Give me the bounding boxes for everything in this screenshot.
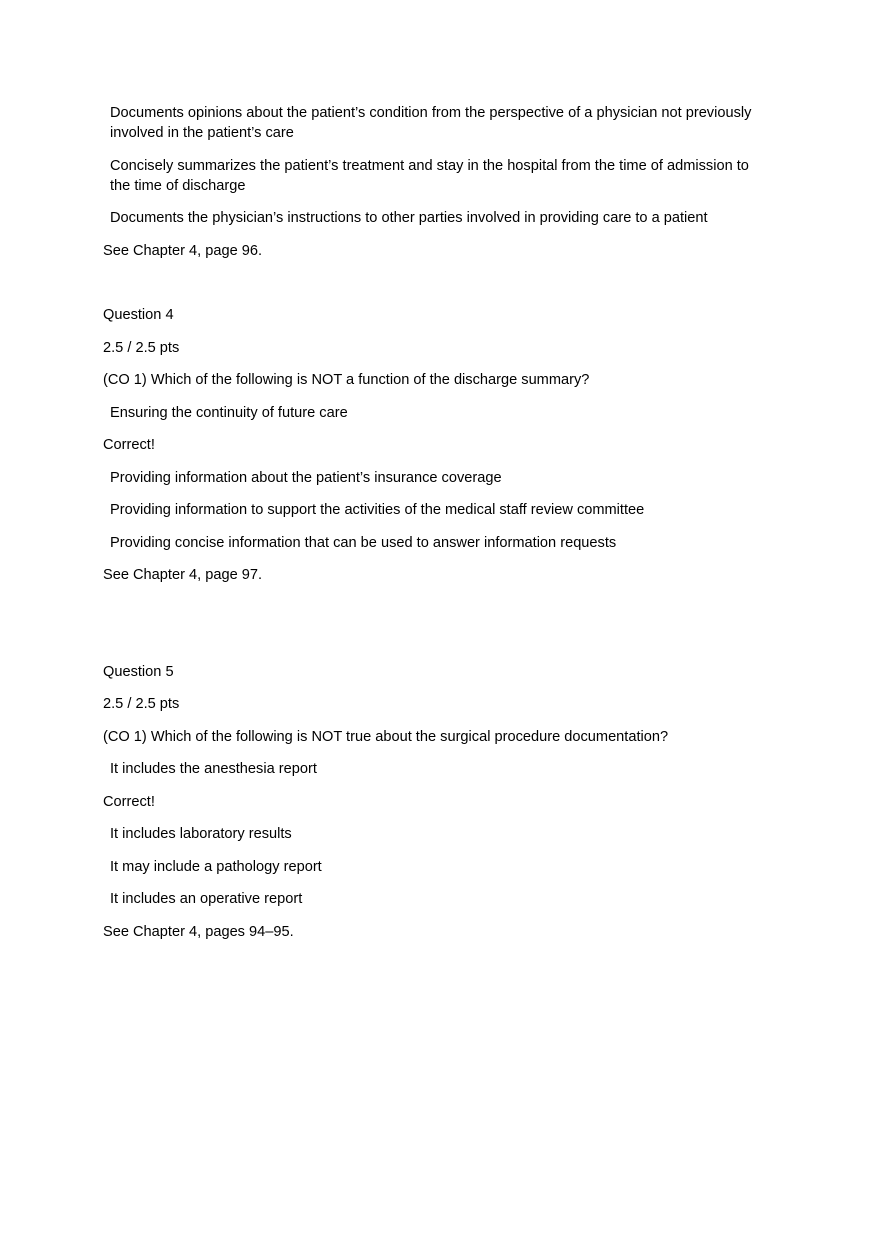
- chapter-reference: See Chapter 4, page 96.: [103, 242, 263, 259]
- answer-option: It includes laboratory results: [110, 826, 292, 842]
- answer-option: Documents opinions about the patient’s condition from the perspective of a physician not previously involved in the patient’s care: [110, 105, 752, 141]
- question-prompt: (CO 1) Which of the following is NOT a function of the discharge summary?: [103, 372, 590, 388]
- question-score: 2.5 / 2.5 pts: [103, 339, 180, 356]
- chapter-reference: See Chapter 4, page 97.: [103, 567, 263, 583]
- question-5-block: [103, 662, 771, 942]
- answer-option: Ensuring the continuity of future care: [110, 404, 348, 421]
- spacer: [103, 273, 771, 305]
- chapter-reference: See Chapter 4, pages 94–95.: [103, 923, 294, 940]
- answer-option: Concisely summarizes the patient’s treatment and stay in the hospital from the time of admission to the time of discharge: [110, 157, 749, 194]
- question-score: 2.5 / 2.5 pts: [103, 696, 180, 712]
- answer-option: Providing information about the patient’s insurance coverage: [110, 469, 502, 486]
- question-4-block: [103, 305, 771, 585]
- question-title: Question 4: [103, 307, 174, 323]
- answer-option: Documents the physician’s instructions to other parties involved in providing care to a patient: [110, 210, 708, 226]
- answer-option: It includes the anesthesia report: [110, 761, 317, 777]
- document-content: [103, 103, 771, 954]
- answer-option: Providing concise information that can be used to answer information requests: [110, 534, 617, 551]
- question-prompt: (CO 1) Which of the following is NOT true about the surgical procedure documentation?: [103, 728, 669, 745]
- answer-option: Providing information to support the activities of the medical staff review committee: [110, 502, 645, 518]
- question-title: Question 5: [103, 663, 174, 680]
- prev-question-block: [103, 103, 771, 261]
- answer-option: It may include a pathology report: [110, 858, 322, 875]
- spacer: [103, 598, 771, 662]
- answer-option: It includes an operative report: [110, 891, 303, 907]
- correct-label: Correct!: [103, 437, 155, 453]
- correct-label: Correct!: [103, 793, 155, 810]
